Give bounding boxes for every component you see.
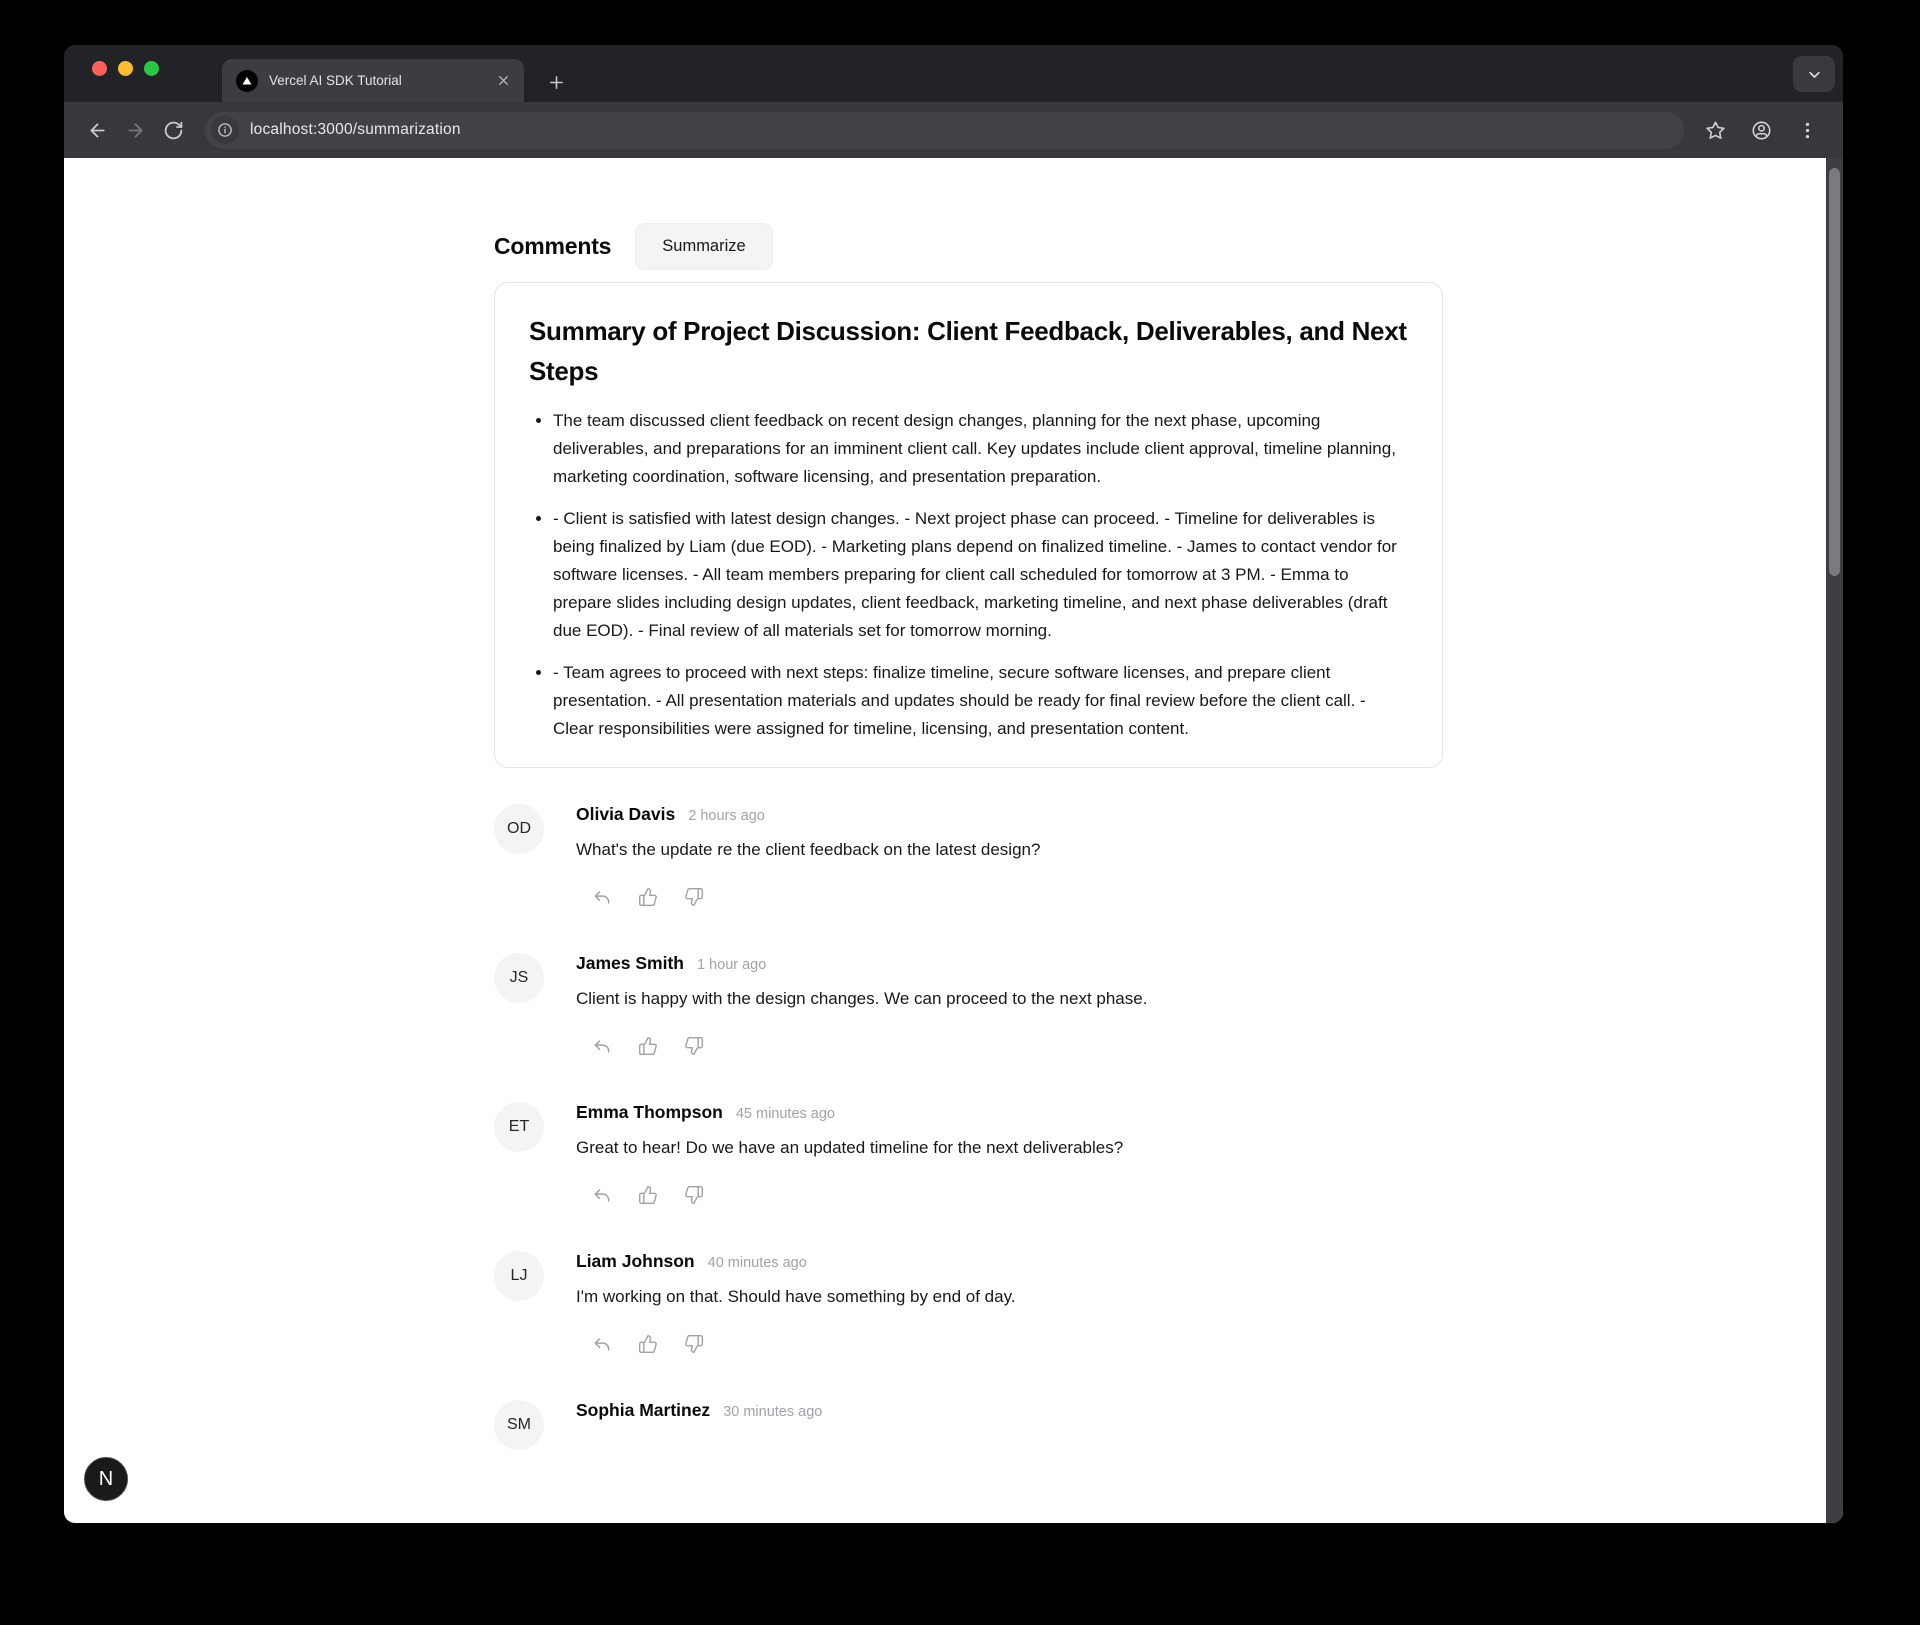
avatar: SM xyxy=(494,1400,544,1450)
comment-actions xyxy=(576,1181,1443,1209)
thumbs-up-icon xyxy=(638,1185,658,1205)
thumbs-down-button[interactable] xyxy=(680,1330,708,1358)
reply-icon xyxy=(592,1334,612,1354)
thumbs-down-icon xyxy=(684,1334,704,1354)
menu-button[interactable] xyxy=(1789,112,1825,148)
avatar: OD xyxy=(494,804,544,854)
reload-button[interactable] xyxy=(154,111,192,149)
page-title: Comments xyxy=(494,233,612,259)
thumbs-up-button[interactable] xyxy=(634,1330,662,1358)
comment-text: I'm working on that. Should have something by end of day. xyxy=(576,1287,1016,1306)
back-button[interactable] xyxy=(78,111,116,149)
comment-body xyxy=(576,1102,1443,1209)
thumbs-up-button[interactable] xyxy=(634,1181,662,1209)
reply-button[interactable] xyxy=(588,1032,616,1060)
toolbar-actions xyxy=(1697,112,1825,148)
comment-timestamp: 2 hours ago xyxy=(688,808,765,824)
reply-button[interactable] xyxy=(588,1181,616,1209)
avatar: JS xyxy=(494,953,544,1003)
comment-row xyxy=(494,1102,1443,1209)
avatar: ET xyxy=(494,1102,544,1152)
browser-toolbar xyxy=(64,102,1843,158)
thumbs-down-button[interactable] xyxy=(680,883,708,911)
vercel-logo-icon xyxy=(236,70,258,92)
comment-timestamp: 45 minutes ago xyxy=(735,1106,835,1122)
scrollbar-thumb[interactable] xyxy=(1829,168,1840,576)
comment-row xyxy=(494,1251,1443,1358)
thumbs-down-button[interactable] xyxy=(680,1032,708,1060)
comment-header xyxy=(576,953,1443,974)
comment-row xyxy=(494,804,1443,911)
reload-icon xyxy=(163,120,184,141)
comment-timestamp: 30 minutes ago xyxy=(723,1404,823,1420)
kebab-menu-icon xyxy=(1797,120,1818,141)
comment-actions xyxy=(576,883,1443,911)
reply-button[interactable] xyxy=(588,1330,616,1358)
thumbs-up-icon xyxy=(638,1334,658,1354)
forward-button[interactable] xyxy=(116,111,154,149)
reply-icon xyxy=(592,1036,612,1056)
comment-timestamp: 40 minutes ago xyxy=(707,1255,807,1271)
tab-title: Vercel AI SDK Tutorial xyxy=(269,73,402,88)
comment-author: Emma Thompson xyxy=(576,1102,723,1122)
comment-row xyxy=(494,1400,1443,1450)
summary-bullet: • - Team agrees to proceed with next steps: finalize timeline, secure software licenses, and prepare client presentation. - All presentation materials and updates should be ready for final review before the client call. - Clear responsibilities were assigned for timeline, licensing, and presentation content. xyxy=(553,659,1408,743)
minimize-window-button[interactable] xyxy=(118,61,133,76)
comment-header xyxy=(576,1400,1443,1421)
bookmark-star-button[interactable] xyxy=(1697,112,1733,148)
summarize-button[interactable]: Summarize xyxy=(635,223,772,270)
thumbs-up-icon xyxy=(638,887,658,907)
back-icon xyxy=(87,120,108,141)
zoom-window-button[interactable] xyxy=(144,61,159,76)
summary-title: Summary of Project Discussion: Client Feedback, Deliverables, and Next Steps xyxy=(529,316,1407,386)
site-info-icon xyxy=(217,122,233,138)
traffic-lights xyxy=(92,61,159,76)
page-content xyxy=(64,158,1843,1523)
url-bar[interactable] xyxy=(205,112,1684,149)
comment-author: Olivia Davis xyxy=(576,804,676,824)
close-window-button[interactable] xyxy=(92,61,107,76)
comment-body xyxy=(576,953,1443,1060)
reply-button[interactable] xyxy=(588,883,616,911)
bookmark-star-icon xyxy=(1705,120,1726,141)
comment-header xyxy=(576,1102,1443,1123)
comment-text: What's the update re the client feedback on the latest design? xyxy=(576,840,1041,859)
comment-actions xyxy=(576,1032,1443,1060)
tab-search-button[interactable] xyxy=(1793,56,1835,92)
comment-body xyxy=(576,1251,1443,1358)
profile-icon xyxy=(1751,120,1772,141)
summary-bullet-list xyxy=(529,407,1408,743)
comment-row xyxy=(494,953,1443,1060)
chevron-down-icon xyxy=(1807,67,1822,82)
comment-author: Sophia Martinez xyxy=(576,1400,711,1420)
comment-body xyxy=(576,804,1443,911)
tab-close-icon[interactable] xyxy=(492,70,514,92)
thumbs-down-button[interactable] xyxy=(680,1181,708,1209)
summary-card xyxy=(494,282,1443,768)
reply-icon xyxy=(592,1185,612,1205)
comment-header xyxy=(576,1251,1443,1272)
reply-icon xyxy=(592,887,612,907)
thumbs-down-icon xyxy=(684,1185,704,1205)
thumbs-down-icon xyxy=(684,887,704,907)
thumbs-up-button[interactable] xyxy=(634,1032,662,1060)
comment-author: James Smith xyxy=(576,953,684,973)
summary-bullet: • - Client is satisfied with latest design changes. - Next project phase can proceed. - Timeline for deliverables is being finalized by Liam (due EOD). - Marketing plans depend on finalized timeline. - James to contact vendor for software licenses. - All team members preparing for client call scheduled for tomorrow at 3 PM. - Emma to prepare slides including design updates, client feedback, marketing timeline, and next phase deliverables (draft due EOD). - Final review of all materials set for tomorrow morning. xyxy=(553,505,1408,645)
tab-vercel-ai-sdk-tutorial[interactable] xyxy=(222,59,524,102)
nextjs-devtools-button[interactable]: N xyxy=(84,1457,128,1501)
browser-window xyxy=(64,45,1843,1523)
comment-text: Great to hear! Do we have an updated timeline for the next deliverables? xyxy=(576,1138,1124,1157)
profile-button[interactable] xyxy=(1743,112,1779,148)
plus-icon xyxy=(548,74,565,91)
comment-text: Client is happy with the design changes. We can proceed to the next phase. xyxy=(576,989,1148,1008)
comment-author: Liam Johnson xyxy=(576,1251,695,1271)
tab-strip xyxy=(64,45,1843,102)
avatar: LJ xyxy=(494,1251,544,1301)
thumbs-up-icon xyxy=(638,1036,658,1056)
thumbs-down-icon xyxy=(684,1036,704,1056)
summarization-page xyxy=(494,158,1443,1450)
comment-header xyxy=(576,804,1443,825)
comment-actions xyxy=(576,1330,1443,1358)
scrollbar-track[interactable] xyxy=(1826,158,1843,1523)
new-tab-button[interactable] xyxy=(540,66,572,98)
comment-timestamp: 1 hour ago xyxy=(696,957,767,973)
url-text: localhost:3000/summarization xyxy=(250,121,461,138)
forward-icon xyxy=(125,120,146,141)
thumbs-up-button[interactable] xyxy=(634,883,662,911)
site-info-button[interactable] xyxy=(211,116,239,144)
comments-list xyxy=(494,804,1443,1450)
summary-bullet: • The team discussed client feedback on recent design changes, planning for the next phase, upcoming deliverables, and preparations for an imminent client call. Key updates include client approval, timeline planning, marketing coordination, software licensing, and presentation preparation. xyxy=(553,407,1408,491)
comment-body xyxy=(576,1400,1443,1450)
page-header xyxy=(494,223,1443,270)
